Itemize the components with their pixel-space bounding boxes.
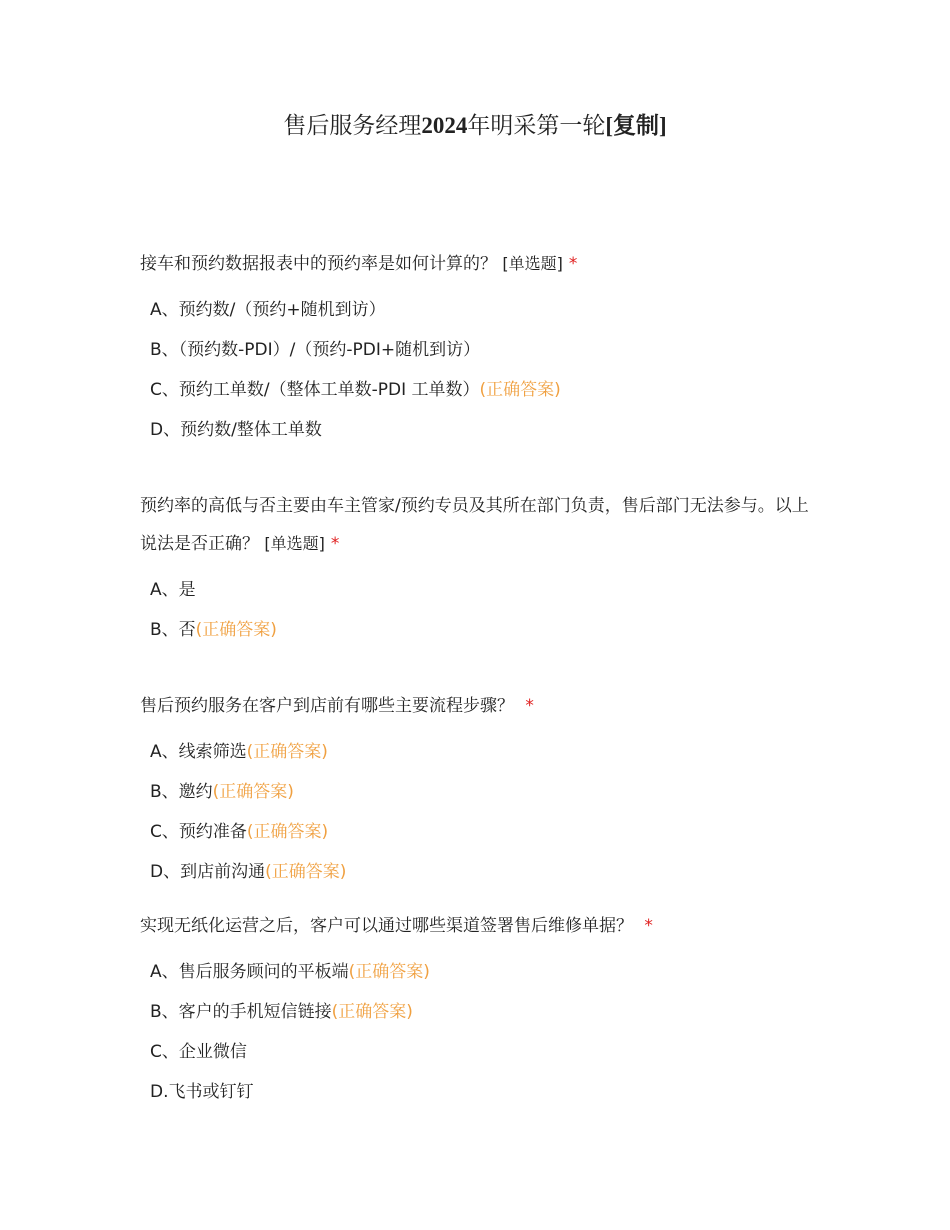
correct-answer-tag: (正确答案) (331, 1002, 413, 1022)
question-4-option-b[interactable] (150, 997, 413, 1027)
correct-answer-tag: (正确答案) (212, 782, 294, 802)
correct-answer-tag: (正确答案) (246, 822, 329, 842)
option-label: B、（预约数-PDI）/（预约-PDI+随机到访） (150, 340, 481, 360)
page-title (0, 108, 950, 144)
question-3-text (140, 687, 810, 725)
title-prefix: 售后服务经理 (283, 113, 422, 139)
question-3-label: 售后预约服务在客户到店前有哪些主要流程步骤？ (140, 696, 514, 716)
question-2-option-b[interactable] (150, 615, 277, 645)
question-1-option-d[interactable] (150, 415, 322, 445)
option-label: D.飞书或钉钉 (150, 1082, 254, 1102)
question-3-option-b[interactable] (150, 777, 294, 807)
question-4-text (140, 907, 810, 945)
question-1-type: [单选题] (502, 254, 563, 273)
required-mark: * (568, 254, 578, 274)
question-2-label: 预约率的高低与否主要由车主管家/预约专员及其所在部门负责，售后部门无法参与。以上说法是否正确？ (140, 496, 809, 554)
question-3-option-d[interactable] (150, 857, 346, 887)
required-mark: * (525, 696, 534, 716)
option-label: A、是 (150, 580, 196, 600)
option-label: B、否 (150, 620, 196, 640)
question-1-label: 接车和预约数据报表中的预约率是如何计算的？ (140, 254, 497, 274)
question-4-option-d[interactable] (150, 1077, 254, 1107)
option-label: C、预约工单数/（整体工单数-PDI 工单数） (150, 380, 480, 400)
question-1-text (140, 245, 810, 283)
correct-answer-tag: (正确答案) (195, 620, 277, 640)
title-year: 2024 (421, 113, 468, 138)
option-label: A、线索筛选 (150, 742, 247, 762)
option-label: B、客户的手机短信链接 (150, 1002, 332, 1022)
question-3-option-a[interactable] (150, 737, 328, 767)
correct-answer-tag: (正确答案) (348, 962, 430, 982)
option-label: A、预约数/（预约+随机到访） (150, 300, 386, 320)
option-label: D、预约数/整体工单数 (150, 420, 322, 440)
question-1-option-b[interactable] (150, 335, 480, 365)
correct-answer-tag: (正确答案) (265, 862, 347, 882)
option-label: C、预约准备 (150, 822, 247, 842)
correct-answer-tag: (正确答案) (246, 742, 328, 762)
question-2-type: [单选题] (264, 534, 325, 553)
question-1-option-c[interactable] (150, 375, 561, 405)
correct-answer-tag: (正确答案) (479, 380, 561, 400)
question-2-option-a[interactable] (150, 575, 196, 605)
title-suffix: 年明采第一轮 (467, 113, 606, 139)
required-mark: * (330, 534, 340, 554)
question-1-option-a[interactable] (150, 295, 386, 325)
option-label: C、企业微信 (150, 1042, 247, 1062)
required-mark: * (644, 916, 653, 936)
question-4-option-c[interactable] (150, 1037, 247, 1067)
option-label: D、到店前沟通 (150, 862, 266, 882)
option-label: A、售后服务顾问的平板端 (150, 962, 349, 982)
question-3-option-c[interactable] (150, 817, 328, 847)
question-2-text (140, 487, 810, 563)
question-4-label: 实现无纸化运营之后，客户可以通过哪些渠道签署售后维修单据？ (140, 916, 633, 936)
title-copy-tag: [复制] (605, 113, 667, 138)
question-4-option-a[interactable] (150, 957, 430, 987)
option-label: B、邀约 (150, 782, 213, 802)
